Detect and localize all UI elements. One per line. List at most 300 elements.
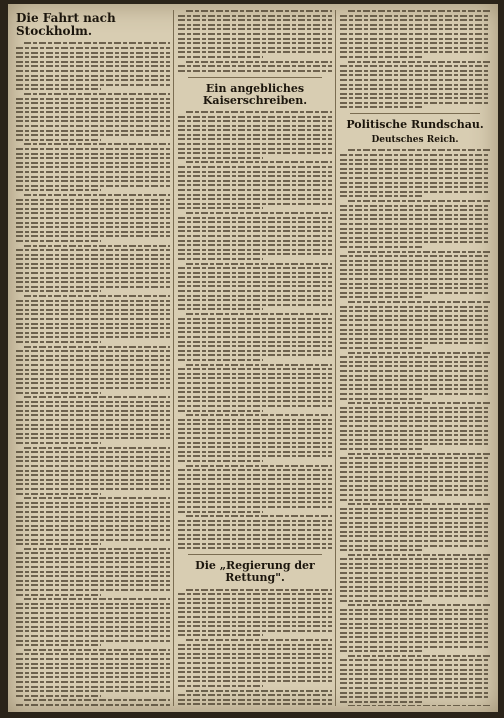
text-line-placeholder <box>24 42 170 44</box>
text-line-placeholder <box>340 499 423 501</box>
text-line-placeholder <box>16 428 170 430</box>
text-line-placeholder <box>178 446 332 448</box>
text-line-placeholder <box>340 172 490 174</box>
text-line-placeholder <box>178 492 332 494</box>
text-line-placeholder <box>340 636 490 638</box>
article-body-rundschau <box>340 149 490 706</box>
text-line-placeholder <box>178 625 332 627</box>
text-line-placeholder <box>178 226 332 228</box>
text-line-placeholder <box>340 209 490 211</box>
text-line-placeholder <box>178 703 332 705</box>
text-line-placeholder <box>178 33 332 35</box>
text-line-placeholder <box>16 286 170 288</box>
text-line-placeholder <box>178 51 332 53</box>
text-line-placeholder <box>24 548 170 550</box>
text-line-placeholder <box>186 589 332 591</box>
text-line-placeholder <box>178 345 332 347</box>
text-line-placeholder <box>340 333 490 335</box>
text-line-placeholder <box>340 195 423 197</box>
text-line-placeholder <box>340 232 490 234</box>
text-line-placeholder <box>340 669 490 671</box>
text-line-placeholder <box>178 295 332 297</box>
text-line-placeholder <box>178 662 332 664</box>
text-line-placeholder <box>340 365 490 367</box>
text-line-placeholder <box>348 655 490 657</box>
text-line-placeholder <box>16 382 170 384</box>
text-line-placeholder <box>178 125 332 127</box>
text-line-placeholder <box>178 699 332 701</box>
text-line-placeholder <box>178 419 332 421</box>
text-line-placeholder <box>340 154 490 156</box>
text-line-placeholder <box>178 593 332 595</box>
text-line-placeholder <box>348 149 490 151</box>
text-line-placeholder <box>340 379 490 381</box>
text-line-placeholder <box>16 493 101 495</box>
text-line-placeholder <box>340 411 490 413</box>
text-line-placeholder <box>178 203 332 205</box>
text-line-placeholder <box>340 168 490 170</box>
text-line-placeholder <box>178 322 332 324</box>
text-line-placeholder <box>178 405 332 407</box>
text-line-placeholder <box>178 180 332 182</box>
text-line-placeholder <box>16 300 170 302</box>
text-line-placeholder <box>340 494 490 496</box>
text-line-placeholder <box>340 476 490 478</box>
text-line-placeholder <box>340 682 490 684</box>
text-line-placeholder <box>340 241 490 243</box>
text-line-placeholder <box>16 589 170 591</box>
text-line-placeholder <box>340 531 490 533</box>
text-line-placeholder <box>340 361 490 363</box>
text-line-placeholder <box>16 217 170 219</box>
text-line-placeholder <box>178 373 332 375</box>
text-line-placeholder <box>178 520 332 522</box>
text-line-placeholder <box>340 393 490 395</box>
text-line-placeholder <box>178 318 332 320</box>
text-line-placeholder <box>16 575 170 577</box>
text-line-placeholder <box>186 61 332 63</box>
text-line-placeholder <box>340 696 490 698</box>
text-line-placeholder <box>24 194 170 196</box>
text-line-placeholder <box>340 278 490 280</box>
newspaper-page <box>8 4 498 712</box>
text-line-placeholder <box>186 414 332 416</box>
text-line-placeholder <box>178 244 332 246</box>
text-line-placeholder <box>348 10 490 12</box>
text-line-placeholder <box>178 460 263 462</box>
text-line-placeholder <box>178 299 332 301</box>
text-line-placeholder <box>24 295 170 297</box>
text-line-placeholder <box>340 416 490 418</box>
text-line-placeholder <box>178 143 332 145</box>
text-line-placeholder <box>16 254 170 256</box>
text-line-placeholder <box>340 177 490 179</box>
text-line-placeholder <box>16 442 101 444</box>
article-body-kaiserschreiben <box>178 111 332 549</box>
text-line-placeholder <box>340 237 490 239</box>
column-rule <box>335 10 336 706</box>
text-line-placeholder <box>340 384 490 386</box>
text-line-placeholder <box>16 125 170 127</box>
text-line-placeholder <box>16 226 170 228</box>
text-line-placeholder <box>186 364 332 366</box>
text-line-placeholder <box>16 681 170 683</box>
divider <box>350 113 480 114</box>
text-line-placeholder <box>16 84 170 86</box>
text-line-placeholder <box>178 70 332 72</box>
text-line-placeholder <box>178 538 332 540</box>
text-line-placeholder <box>340 33 490 35</box>
text-line-placeholder <box>16 640 170 642</box>
text-line-placeholder <box>340 182 490 184</box>
text-line-placeholder <box>178 116 332 118</box>
text-line-placeholder <box>16 281 170 283</box>
text-line-placeholder <box>340 28 490 30</box>
text-line-placeholder <box>340 590 490 592</box>
headline-politische-rundschau: Politische Rundschau. <box>346 118 484 132</box>
text-line-placeholder <box>16 171 170 173</box>
text-line-placeholder <box>16 98 170 100</box>
text-line-placeholder <box>340 56 423 58</box>
text-line-placeholder <box>340 623 490 625</box>
text-line-placeholder <box>16 79 170 81</box>
text-line-placeholder <box>340 273 490 275</box>
text-line-placeholder <box>16 166 170 168</box>
text-line-placeholder <box>178 120 332 122</box>
text-line-placeholder <box>340 269 490 271</box>
text-line-placeholder <box>178 694 332 696</box>
text-line-placeholder <box>340 106 423 108</box>
text-line-placeholder <box>16 405 170 407</box>
text-line-placeholder <box>178 308 263 310</box>
text-line-placeholder <box>16 75 170 77</box>
text-line-placeholder <box>340 338 490 340</box>
text-line-placeholder <box>340 558 490 560</box>
text-line-placeholder <box>178 129 332 131</box>
text-line-placeholder <box>340 646 490 648</box>
text-line-placeholder <box>16 157 170 159</box>
text-line-placeholder <box>178 56 263 58</box>
text-line-placeholder <box>340 586 490 588</box>
divider <box>188 77 322 78</box>
text-line-placeholder <box>16 222 170 224</box>
text-line-placeholder <box>340 609 490 611</box>
text-line-placeholder <box>178 350 332 352</box>
headline-regierung-rettung: Die „Regierung der Rettung". <box>195 559 315 585</box>
text-line-placeholder <box>340 356 490 358</box>
text-line-placeholder <box>16 695 101 697</box>
text-line-placeholder <box>178 38 332 40</box>
text-line-placeholder <box>340 650 423 652</box>
text-line-placeholder <box>16 539 170 541</box>
text-line-placeholder <box>340 70 490 72</box>
text-line-placeholder <box>178 249 332 251</box>
text-line-placeholder <box>178 359 263 361</box>
text-line-placeholder <box>178 391 332 393</box>
text-line-placeholder <box>16 529 170 531</box>
text-line-placeholder <box>16 566 170 568</box>
column-rule <box>173 10 174 706</box>
text-line-placeholder <box>186 212 332 214</box>
text-line-placeholder <box>24 699 170 701</box>
text-line-placeholder <box>348 61 490 63</box>
text-line-placeholder <box>16 483 170 485</box>
text-line-placeholder <box>178 621 332 623</box>
text-line-placeholder <box>178 474 332 476</box>
text-line-placeholder <box>16 258 170 260</box>
text-line-placeholder <box>178 547 332 549</box>
text-line-placeholder <box>178 680 332 682</box>
text-line-placeholder <box>178 437 332 439</box>
text-line-placeholder <box>178 676 332 678</box>
text-line-placeholder <box>16 488 170 490</box>
text-line-placeholder <box>178 341 332 343</box>
article-body-fahrt-stockholm <box>16 42 170 706</box>
text-line-placeholder <box>340 540 490 542</box>
text-line-placeholder <box>178 497 332 499</box>
text-line-placeholder <box>24 447 170 449</box>
text-line-placeholder <box>16 180 170 182</box>
text-line-placeholder <box>340 370 490 372</box>
text-line-placeholder <box>16 653 170 655</box>
text-line-placeholder <box>178 148 332 150</box>
text-line-placeholder <box>340 47 490 49</box>
text-line-placeholder <box>178 152 332 154</box>
text-line-placeholder <box>340 577 490 579</box>
text-line-placeholder <box>16 56 170 58</box>
text-line-placeholder <box>186 313 332 315</box>
text-line-placeholder <box>340 407 490 409</box>
text-line-placeholder <box>178 529 332 531</box>
text-line-placeholder <box>16 401 170 403</box>
text-line-placeholder <box>340 466 490 468</box>
text-line-placeholder <box>340 319 490 321</box>
text-line-placeholder <box>340 306 490 308</box>
text-line-placeholder <box>16 47 170 49</box>
text-line-placeholder <box>178 368 332 370</box>
text-line-placeholder <box>348 554 490 556</box>
text-line-placeholder <box>340 595 490 597</box>
text-line-placeholder <box>178 331 332 333</box>
text-line-placeholder <box>186 10 332 12</box>
text-line-placeholder <box>16 433 170 435</box>
text-line-placeholder <box>16 437 170 439</box>
text-line-placeholder <box>340 526 490 528</box>
text-line-placeholder <box>24 93 170 95</box>
text-line-placeholder <box>16 153 170 155</box>
text-line-placeholder <box>340 471 490 473</box>
text-line-placeholder <box>340 434 490 436</box>
article-body-regierung-rettung <box>178 589 332 707</box>
text-line-placeholder <box>178 354 332 356</box>
text-line-placeholder <box>16 419 170 421</box>
text-line-placeholder <box>178 543 332 545</box>
text-line-placeholder <box>340 563 490 565</box>
text-line-placeholder <box>178 47 332 49</box>
text-line-placeholder <box>178 198 332 200</box>
text-line-placeholder <box>178 400 332 402</box>
text-line-placeholder <box>16 451 170 453</box>
text-line-placeholder <box>16 323 170 325</box>
text-line-placeholder <box>348 200 490 202</box>
text-line-placeholder <box>16 120 170 122</box>
text-line-placeholder <box>16 176 170 178</box>
text-line-placeholder <box>340 687 490 689</box>
text-line-placeholder <box>16 626 170 628</box>
text-line-placeholder <box>16 309 170 311</box>
text-line-placeholder <box>16 704 170 706</box>
text-line-placeholder <box>16 511 170 513</box>
text-line-placeholder <box>16 479 170 481</box>
text-line-placeholder <box>340 430 490 432</box>
text-line-placeholder <box>16 520 170 522</box>
headline-kaiserschreiben: Ein angebliches Kaiserschreiben. <box>202 81 308 107</box>
text-line-placeholder <box>178 285 332 287</box>
text-line-placeholder <box>16 414 170 416</box>
text-line-placeholder <box>178 267 332 269</box>
text-line-placeholder <box>340 310 490 312</box>
text-line-placeholder <box>24 396 170 398</box>
text-line-placeholder <box>178 432 332 434</box>
text-line-placeholder <box>348 705 490 706</box>
text-line-placeholder <box>340 425 490 427</box>
text-line-placeholder <box>16 470 170 472</box>
text-line-placeholder <box>178 511 263 513</box>
text-line-placeholder <box>178 134 332 136</box>
text-line-placeholder <box>16 465 170 467</box>
text-line-placeholder <box>16 584 170 586</box>
text-line-placeholder <box>178 281 332 283</box>
text-line-placeholder <box>340 480 490 482</box>
text-line-placeholder <box>16 502 170 504</box>
text-line-placeholder <box>16 424 170 426</box>
text-line-placeholder <box>16 102 170 104</box>
section-deutsches-reich: Deutsches Reich. <box>371 134 459 145</box>
text-line-placeholder <box>186 690 332 692</box>
text-line-placeholder <box>178 184 332 186</box>
text-line-placeholder <box>340 678 490 680</box>
text-line-placeholder <box>186 465 332 467</box>
text-line-placeholder <box>178 685 263 687</box>
text-line-placeholder <box>178 410 263 412</box>
text-line-placeholder <box>348 402 490 404</box>
text-line-placeholder <box>16 318 170 320</box>
text-line-placeholder <box>340 260 490 262</box>
text-line-placeholder <box>340 641 490 643</box>
text-line-placeholder <box>16 392 101 394</box>
text-line-placeholder <box>24 245 170 247</box>
text-line-placeholder <box>16 525 170 527</box>
text-line-placeholder <box>16 130 170 132</box>
text-line-placeholder <box>16 506 170 508</box>
text-line-placeholder <box>340 448 423 450</box>
text-line-placeholder <box>24 346 170 348</box>
text-line-placeholder <box>340 246 423 248</box>
text-line-placeholder <box>186 639 332 641</box>
text-line-placeholder <box>340 489 490 491</box>
text-line-placeholder <box>178 382 332 384</box>
text-line-placeholder <box>178 221 332 223</box>
text-line-placeholder <box>16 70 170 72</box>
text-line-placeholder <box>178 304 332 306</box>
text-line-placeholder <box>178 644 332 646</box>
text-line-placeholder <box>178 235 332 237</box>
text-line-placeholder <box>178 524 332 526</box>
text-line-placeholder <box>340 19 490 21</box>
text-line-placeholder <box>340 443 490 445</box>
text-line-placeholder <box>16 676 170 678</box>
text-line-placeholder <box>16 203 170 205</box>
text-line-placeholder <box>16 456 170 458</box>
text-line-placeholder <box>340 223 490 225</box>
text-line-placeholder <box>16 373 170 375</box>
text-line-placeholder <box>16 667 170 669</box>
text-line-placeholder <box>16 552 170 554</box>
text-line-placeholder <box>340 701 423 703</box>
text-line-placeholder <box>178 634 263 636</box>
article-body-top-right <box>340 10 490 108</box>
text-line-placeholder <box>16 111 170 113</box>
text-line-placeholder <box>178 15 332 17</box>
text-line-placeholder <box>178 469 332 471</box>
text-line-placeholder <box>340 38 490 40</box>
text-line-placeholder <box>178 377 332 379</box>
text-line-placeholder <box>340 567 490 569</box>
text-line-placeholder <box>340 97 490 99</box>
text-line-placeholder <box>178 478 332 480</box>
text-line-placeholder <box>16 304 170 306</box>
text-line-placeholder <box>16 61 170 63</box>
text-line-placeholder <box>340 186 490 188</box>
text-line-placeholder <box>16 52 170 54</box>
text-line-placeholder <box>178 290 332 292</box>
text-line-placeholder <box>340 287 490 289</box>
column-right <box>340 10 490 706</box>
text-line-placeholder <box>178 488 332 490</box>
text-line-placeholder <box>348 604 490 606</box>
text-line-placeholder <box>16 621 170 623</box>
text-line-placeholder <box>340 375 490 377</box>
text-line-placeholder <box>340 191 490 193</box>
text-line-placeholder <box>340 93 490 95</box>
text-line-placeholder <box>340 214 490 216</box>
text-line-placeholder <box>178 230 332 232</box>
text-line-placeholder <box>16 272 170 274</box>
text-line-placeholder <box>16 235 170 237</box>
text-line-placeholder <box>16 369 170 371</box>
text-line-placeholder <box>340 613 490 615</box>
text-line-placeholder <box>340 485 490 487</box>
text-line-placeholder <box>178 648 332 650</box>
headline-fahrt-stockholm: Die Fahrt nach Stockholm. <box>16 11 116 39</box>
text-line-placeholder <box>340 42 490 44</box>
text-line-placeholder <box>340 549 423 551</box>
text-line-placeholder <box>340 457 490 459</box>
text-line-placeholder <box>16 557 170 559</box>
text-line-placeholder <box>340 398 423 400</box>
text-line-placeholder <box>340 517 490 519</box>
text-line-placeholder <box>16 635 170 637</box>
text-line-placeholder <box>340 15 490 17</box>
text-line-placeholder <box>178 65 332 67</box>
text-line-placeholder <box>340 163 490 165</box>
text-line-placeholder <box>178 276 332 278</box>
text-line-placeholder <box>16 686 170 688</box>
text-line-placeholder <box>178 598 332 600</box>
text-line-placeholder <box>340 255 490 257</box>
text-line-placeholder <box>340 264 490 266</box>
text-line-placeholder <box>178 189 332 191</box>
